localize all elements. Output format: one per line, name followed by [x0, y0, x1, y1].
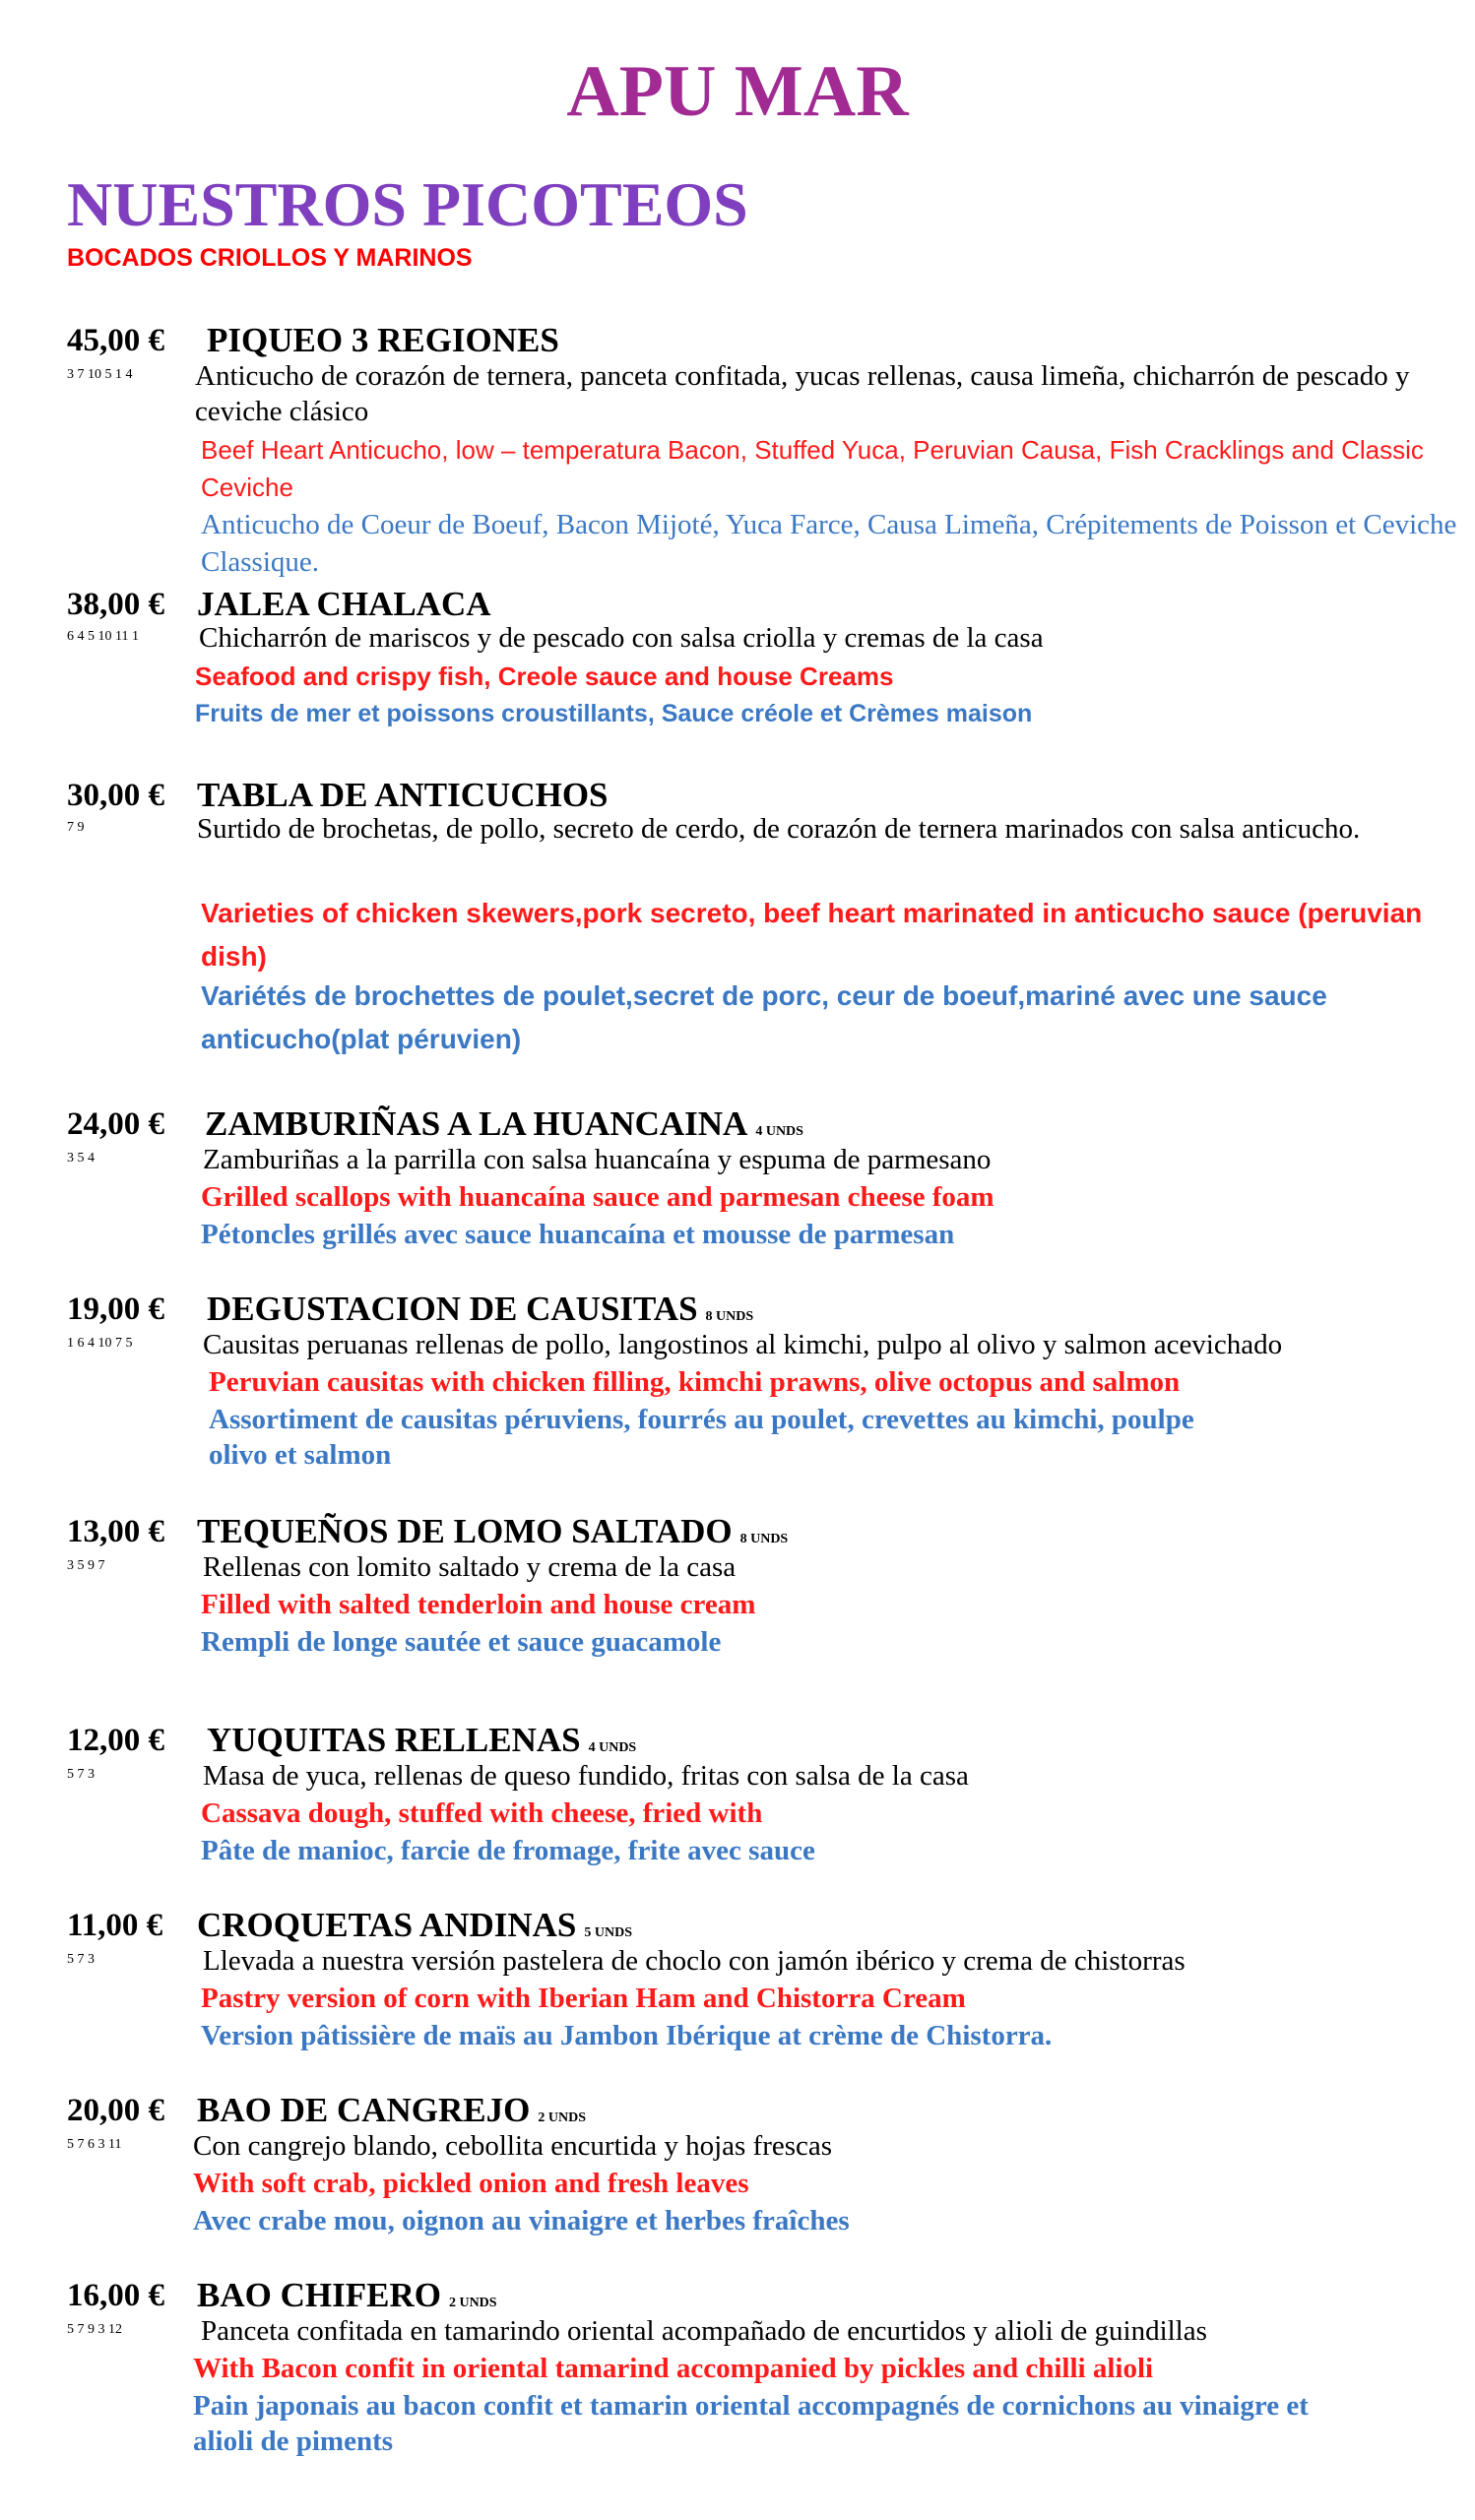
- item-description: [195, 358, 1426, 429]
- item-price: 20,00 €: [67, 2093, 164, 2128]
- item-units: 8 UNDS: [705, 1309, 754, 1324]
- item-description: Zamburiñas a la parrilla con salsa huancaína y espuma de parmesano: [203, 1144, 992, 1175]
- item-name-text: TEQUEÑOS DE LOMO SALTADO: [197, 1512, 733, 1550]
- item-english: Filled with salted tenderloin and house cream: [201, 1589, 756, 1620]
- allergen-codes: 5 7 6 3 11: [67, 2137, 122, 2152]
- allergen-codes: 5 7 3: [67, 1767, 95, 1782]
- item-english: Peruvian causitas with chicken filling, kimchi prawns, olive octopus and salmon: [209, 1366, 1181, 1398]
- item-french: Rempli de longe sautée et sauce guacamole: [201, 1626, 722, 1658]
- item-french: Assortiment de causitas péruviens, fourrés au poulet, crevettes au kimchi, poulpe olivo et salmon: [209, 1404, 1194, 1471]
- allergen-codes: 1 6 4 10 7 5: [67, 1336, 133, 1351]
- item-french: Version pâtissière de maïs au Jambon Ibérique at crème de Chistorra.: [201, 2020, 1053, 2051]
- item-price: 19,00 €: [67, 1292, 164, 1327]
- item-description: Rellenas con lomito saltado y crema de la casa: [203, 1551, 737, 1583]
- item-price: 24,00 €: [67, 1106, 164, 1142]
- item-description: Chicharrón de mariscos y de pescado con salsa criolla y cremas de la casa: [199, 622, 1044, 654]
- section-subtitle: BOCADOS CRIOLLOS Y MARINOS: [67, 244, 473, 272]
- item-price: 30,00 €: [67, 778, 164, 813]
- section-title: NUESTROS PICOTEOS: [67, 169, 748, 239]
- item-name-text: CROQUETAS ANDINAS: [197, 1906, 577, 1944]
- item-english: Pastry version of corn with Iberian Ham and Chistorra Cream: [201, 1983, 966, 2014]
- item-description: Llevada a nuestra versión pastelera de choclo con jamón ibérico y crema de chistorras: [203, 1945, 1186, 1977]
- item-description-text: Anticucho de corazón de ternera, panceta confitada, yucas rellenas, causa limeña, chicharrón de pescado y ceviche clásico: [195, 360, 1410, 427]
- item-french: Anticucho de Coeur de Boeuf, Bacon Mijoté, Yuca Farce, Causa Limeña, Crépitements de Poisson et Ceviche Classique.: [201, 509, 1457, 578]
- item-price: 45,00 €: [67, 323, 164, 358]
- item-name-text: BAO DE CANGREJO: [197, 2091, 531, 2129]
- item-french: Avec crabe mou, oignon au vinaigre et herbes fraîches: [193, 2205, 850, 2236]
- item-name-text: YUQUITAS RELLENAS: [207, 1721, 581, 1759]
- item-description: Con cangrejo blando, cebollita encurtida y hojas frescas: [193, 2130, 833, 2162]
- item-name-text: BAO CHIFERO: [197, 2276, 441, 2314]
- allergen-codes: 5 7 9 3 12: [67, 2322, 122, 2337]
- item-english: Cassava dough, stuffed with cheese, fried with: [201, 1797, 763, 1829]
- item-units: 8 UNDS: [739, 1532, 789, 1546]
- item-units: 5 UNDS: [584, 1925, 633, 1940]
- item-french: Pâte de manioc, farcie de fromage, frite avec sauce: [201, 1835, 815, 1866]
- item-english: Beef Heart Anticucho, low – temperatura Bacon, Stuffed Yuca, Peruvian Causa, Fish Cracklings and Classic Ceviche: [201, 435, 1424, 502]
- allergen-codes: 3 5 4: [67, 1151, 95, 1166]
- item-description: Masa de yuca, rellenas de queso fundido, fritas con salsa de la casa: [203, 1760, 969, 1792]
- item-english: With Bacon confit in oriental tamarind accompanied by pickles and chilli alioli: [193, 2353, 1154, 2384]
- allergen-codes: 3 5 9 7: [67, 1558, 105, 1573]
- restaurant-title: APU MAR: [566, 51, 909, 132]
- item-units: 2 UNDS: [538, 2110, 586, 2125]
- item-french: Pétoncles grillés avec sauce huancaína et mousse de parmesan: [201, 1219, 955, 1250]
- item-name: TABLA DE ANTICUCHOS: [197, 776, 609, 814]
- item-english: With soft crab, pickled onion and fresh leaves: [193, 2168, 749, 2199]
- item-price: 12,00 €: [67, 1723, 164, 1758]
- allergen-codes: 5 7 3: [67, 1952, 95, 1967]
- item-description: Panceta confitada en tamarindo oriental acompañado de encurtidos y alioli de guindillas: [201, 2315, 1207, 2347]
- item-name: JALEA CHALACA: [197, 585, 491, 623]
- allergen-codes: 7 9: [67, 820, 85, 835]
- item-name-text: ZAMBURIÑAS A LA HUANCAINA: [205, 1104, 748, 1143]
- item-units: 4 UNDS: [588, 1740, 637, 1755]
- item-units: 2 UNDS: [448, 2296, 497, 2310]
- item-french: Fruits de mer et poissons croustillants, Sauce créole et Crèmes maison: [195, 700, 1033, 727]
- allergen-codes: 6 4 5 10 11 1: [67, 629, 139, 644]
- item-french: Pain japonais au bacon confit et tamarin oriental accompagnés de cornichons au vinaigre et alioli de piments: [193, 2390, 1309, 2457]
- allergen-codes: 3 7 10 5 1 4: [67, 367, 133, 382]
- item-name: PIQUEO 3 REGIONES: [207, 321, 559, 359]
- item-units: 4 UNDS: [755, 1124, 803, 1139]
- item-price: 13,00 €: [67, 1514, 164, 1549]
- item-english: Varieties of chicken skewers,pork secreto, beef heart marinated in anticucho sauce (peruvian dish): [201, 898, 1423, 972]
- item-english: Grilled scallops with huancaína sauce and parmesan cheese foam: [201, 1181, 994, 1213]
- item-name-text: DEGUSTACION DE CAUSITAS: [207, 1290, 698, 1328]
- item-price: 11,00 €: [67, 1908, 163, 1943]
- item-price: 38,00 €: [67, 587, 164, 622]
- item-description: Surtido de brochetas, de pollo, secreto de cerdo, de corazón de ternera marinados con salsa anticucho.: [197, 813, 1361, 845]
- item-price: 16,00 €: [67, 2278, 164, 2313]
- item-english: Seafood and crispy fish, Creole sauce and house Creams: [195, 662, 894, 691]
- item-description: Causitas peruanas rellenas de pollo, langostinos al kimchi, pulpo al olivo y salmon acevichado: [203, 1329, 1283, 1360]
- item-french: Variétés de brochettes de poulet,secret de porc, ceur de boeuf,mariné avec une sauce anticucho(plat péruvien): [201, 980, 1327, 1054]
